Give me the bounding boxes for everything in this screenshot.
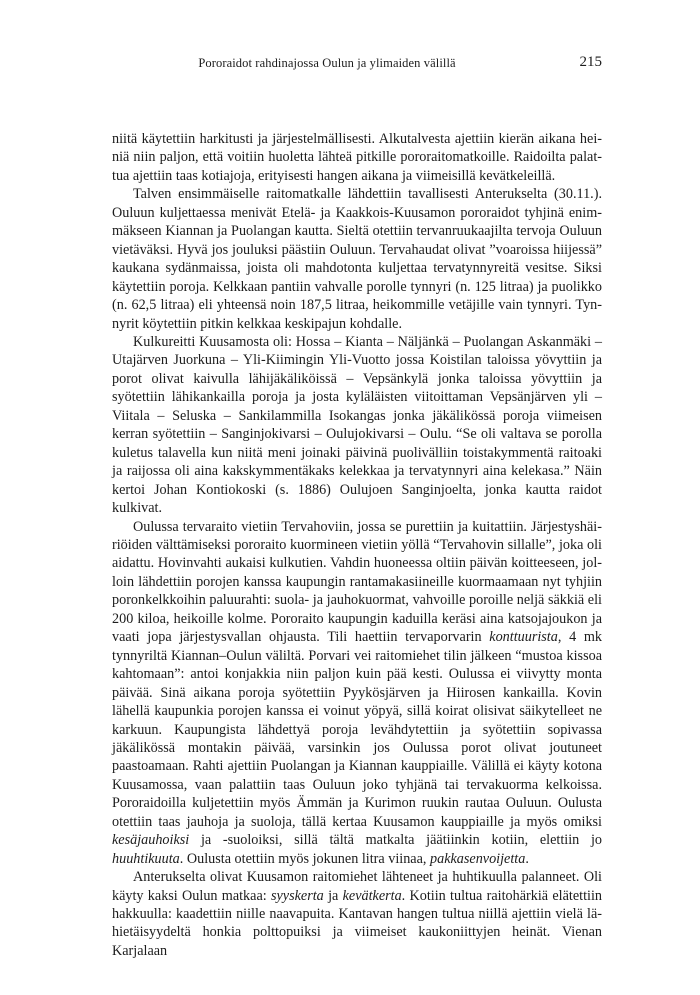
body-text bbox=[112, 130, 602, 960]
italic-term: pakkasenvoijetta bbox=[430, 850, 526, 867]
italic-term: kevätkerta bbox=[342, 887, 402, 904]
running-title: Pororaidot rahdinajossa Oulun ja ylimaiden välillä bbox=[198, 56, 456, 70]
page-number: 215 bbox=[579, 54, 602, 70]
text-run: Oulussa tervaraito vietiin Tervahoviin, jossa se purettiin ja kuitattiin. Järjestyshäiriöiden välttämiseksi pororaito kuormineen vietiin yöllä “Tervahovin sillalle”, joka oli aidattu. Hovinvahti aukaisi kulkutien. Vahdin huoneessa oltiin päivän koitteeseen, jolloin lähdettiin porojen kanssa kaupungin rantamakasiineille kuormaamaan nyt tyhjiin poronkelkkoihin paluurahti: suola- ja jauhokuormat, vahvoille poroille neljä säkkiä eli 200 kiloa, heikoille kolme. Pororaito kaupungin kaduilla keräsi aina katsojajoukon ja vaati jopa järjestysvallan ohjausta. Tili haettiin tervaporvarin bbox=[112, 518, 602, 646]
text-run: ja bbox=[323, 887, 343, 904]
running-head bbox=[112, 54, 602, 74]
italic-term: huuhtikuuta bbox=[112, 850, 180, 867]
italic-term: kesäjauhoiksi bbox=[112, 832, 190, 849]
text-run: Kulkureitti Kuusamosta oli: Hossa – Kianta – Näljänkä – Puolangan Askanmäki – Utajärven Juorkuna – Yli-Kiimingin Yli-Vuotto jossa Koistilan taloissa yövyttiin ja porot olivat kaivulla lähijäkäliköissä – Vepsänkylä jonka taloissa yövyttiin ja syötettiin lähikankailla poroja ja josta kyläläisten viitoittaman Vepsänjärven yli – Viitala – Seluska – Sankilammilla Isokangas jonka jäkälikössä poroja viimeisen kerran syötettiin – Sanginjokivarsi – Oulujokivarsi – Oulu. “Se oli valtava se porolla kuletus talavella kun niitä meni joinaki päivinä puolivälliin toistakymmentä raitoaki ja raijossa oli aina kakskymmentäkaks kelekkaa ja tervatynnyri aina kelekasa.” Näin kertoi Johan Kontiokoski (s. 1886) Oulujoen Sanginjoelta, jonka kautta raidot kulkivat. bbox=[112, 333, 602, 517]
text-run: Talven ensimmäiselle raitomatkalle lähdettiin tavallisesti Anterukselta (30.11.). Ouluun kuljettaessa menivät Etelä- ja Kaakkois-Kuusamon pororaidot tyhjinä enimmäkseen Kiannan ja Puolangan kautta. Sieltä otettiin tervanruukaajilta tervoja Ouluun vietäväksi. Hyvä jos jouluksi päästiin Ouluun. Tervahaudat olivat ”voaroissa hiijessä” kaukana sydänmaissa, joista oli mahdotonta kuljettaa tervatynnyreitä vesitse. Siksi käytettiin poroja. Kelkkaan pantiin vahvalle porolle tynnyri (n. 125 litraa) ja puolikko (n. 62,5 litraa) eli yhteensä noin 187,5 litraa, heikommille vetäjille vain tynnyri. Tynnyrit köytettiin pitkin kelkkaa keskipajun kohdalle. bbox=[112, 186, 602, 332]
text-run: , 4 mk tynnyriltä Kiannan–Oulun väliltä. Porvari vei raitomiehet tilin jälkeen “mustoa kissoa kahtomaan”: antoi konjakkia niin paljon kuin pää kesti. Oulussa ei viivytty monta päivää. Sinä aikana poroja syötettiin Pyykösjärven ja Hiirosen kankailla. Kovin lähellä kaupunkia porojen kanssa ei voinut yöpyä, sillä koirat olisivat säikytelleet ne karkuun. Kaupungista lähdettyä poroja levähdytettiin ja syötettiin sopivassa jäkälikössä montakin päivää, varsinkin jos Oulussa porot olivat joutuneet paastoamaan. Rahti ajettiin Puolangan ja Kiannan kauppiaille. Välillä ei käyty kotona Kuusamossa, vaan palattiin taas Ouluun joko tyhjänä tai tervakuorma kelkoissa. Pororaidoilla kuljetettiin myös Ämmän ja Kurimon ruukin rautaa Ouluun. Oulusta otettiin taas jauhoja ja suoloja, tällä kertaa Kuusamon kauppiaille ja myös omiksi bbox=[112, 629, 602, 830]
paragraph bbox=[112, 518, 602, 869]
paragraph bbox=[112, 333, 602, 518]
text-run: niitä käytettiin harkitusti ja järjestelmällisesti. Alkutalvesta ajettiin kierän aikana heiniä niin paljon, että voitiin huoletta lähteä pitkille pororaitomatkoille. Raidoilta palattua ajettiin taas kotiajoja, erityisesti hangen aikana ja viimeisillä kevätkeleillä. bbox=[112, 131, 602, 184]
italic-term: konttuurista bbox=[489, 629, 558, 646]
text-run: ja -suoloiksi, sillä tältä matkalta jäätiinkin kotiin, elettiin jo bbox=[189, 832, 602, 849]
italic-term: syyskerta bbox=[270, 887, 324, 904]
paragraph bbox=[112, 130, 602, 185]
text-run: . Oulusta otettiin myös jokunen litra viinaa, bbox=[179, 850, 430, 867]
paragraph bbox=[112, 185, 602, 333]
text-run: . bbox=[525, 850, 529, 867]
paragraph bbox=[112, 868, 602, 960]
text-run: Anterukselta olivat Kuusamon raitomiehet lähteneet ja huhtikuulla palanneet. Oli käyty kaksi Oulun matkaa: bbox=[112, 869, 602, 904]
text-run: . Kotiin tultua raitohärkiä elätettiin hakkuulla: kaadettiin niille naavapuita. Kantavan hangen tultua niillä ajettiin vielä lähietäisyydeltä honkia polttopuiksi ja viimeiset kaukoniittyjen heinät. Vienan Karjalaan bbox=[112, 887, 603, 959]
